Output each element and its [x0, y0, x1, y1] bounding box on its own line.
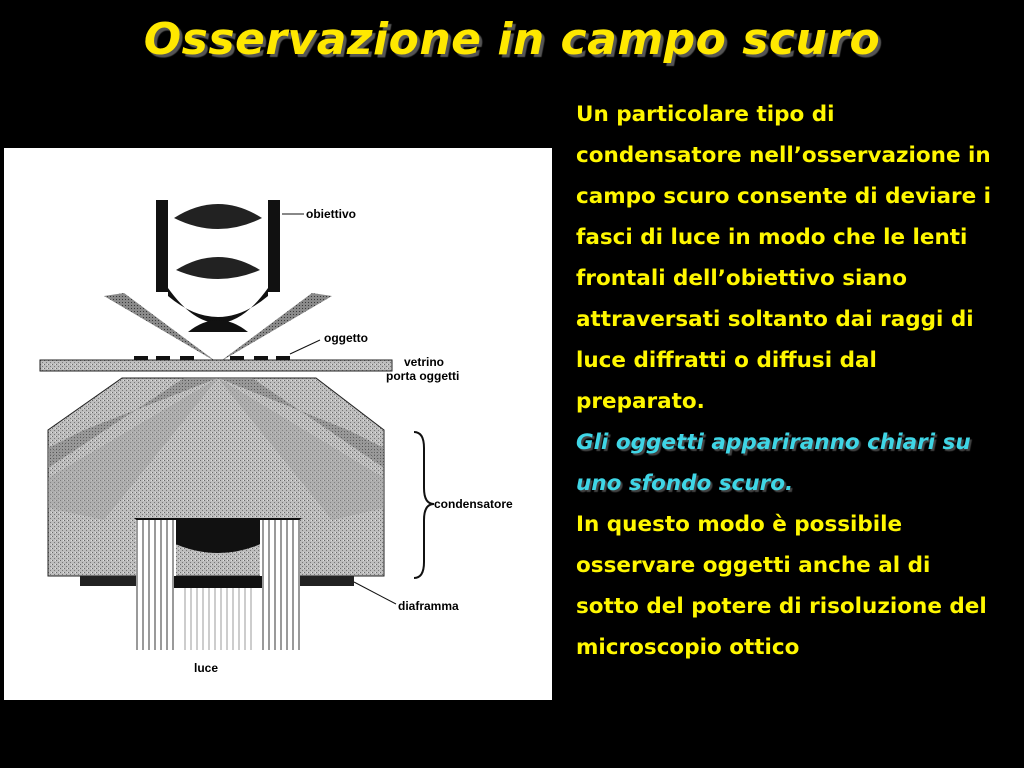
label-slide-line2: porta oggetti [386, 369, 460, 383]
explanation-text [576, 94, 1000, 668]
paragraph-resolution: In questo modo è possibile osservare oggetti anche al di sotto del potere di risoluzione del microscopio ottico [576, 512, 987, 660]
label-condenser: condensatore [434, 497, 513, 511]
label-light: luce [194, 661, 219, 675]
specimen-slide [40, 356, 392, 371]
paragraph-dark-field-condenser: Un particolare tipo di condensatore nell’osservazione in campo scuro consente di deviare i fasci di luce in modo che le lenti frontali dell’obiettivo siano attraversati soltanto dai raggi di luce diffratti o diffusi dal preparato. [576, 102, 992, 414]
slide-title: Osservazione in campo scuro [143, 14, 881, 65]
condenser-brace [414, 432, 434, 578]
emphasis-bright-objects: Gli oggetti appariranno chiari su uno sfondo scuro. [576, 430, 971, 496]
label-objective: obiettivo [306, 207, 356, 221]
diaphragm-stop [174, 576, 262, 588]
object-leader [290, 340, 320, 354]
label-slide-line1: vetrino [404, 355, 445, 369]
condenser-body [48, 378, 384, 586]
diaphragm-leader [354, 582, 396, 604]
dark-field-diagram [4, 148, 552, 700]
objective-lens [156, 200, 280, 332]
diagram-svg [4, 148, 552, 700]
label-diaphragm: diaframma [398, 599, 459, 613]
label-object: oggetto [324, 331, 368, 345]
